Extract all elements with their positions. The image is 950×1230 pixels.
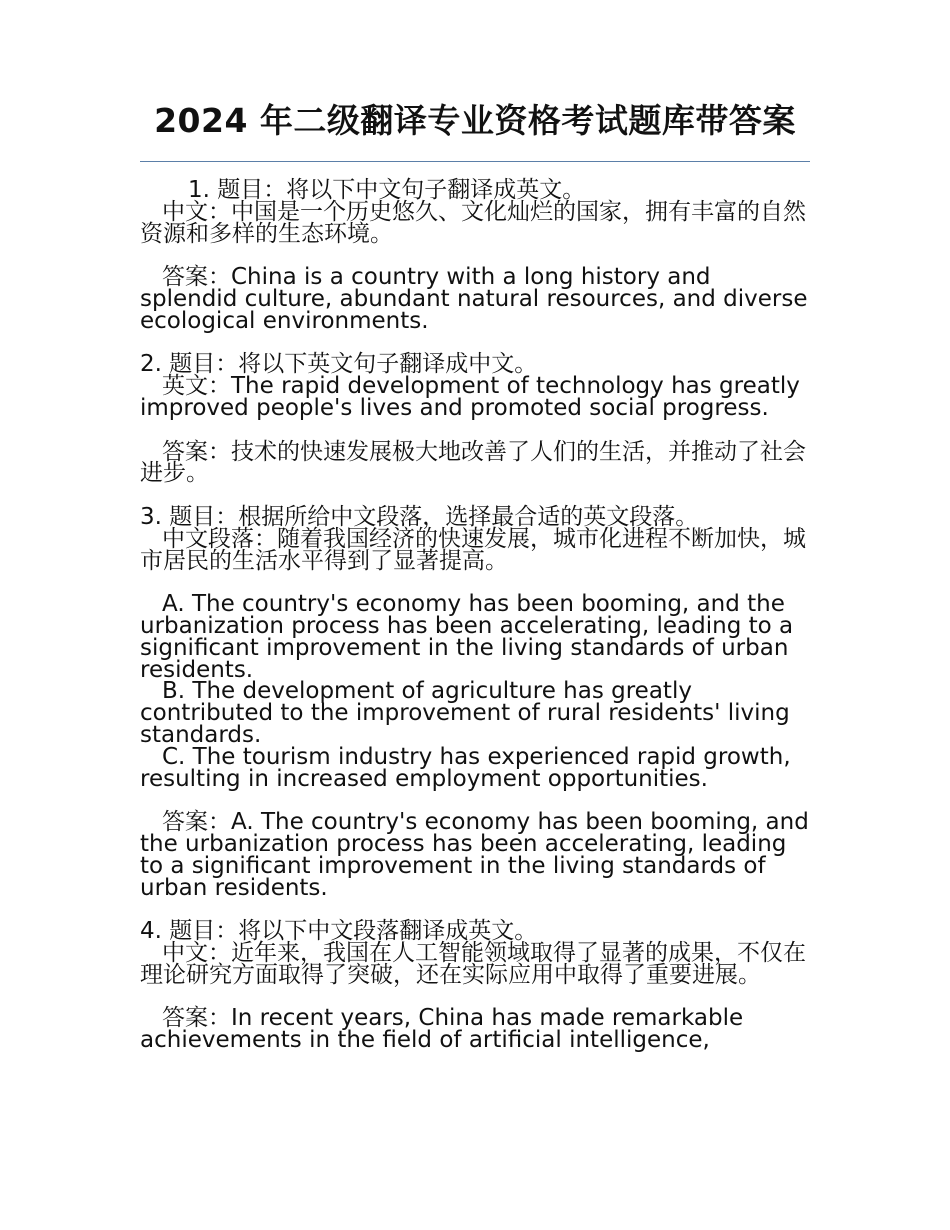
question-1-prompt: 1. 题目：将以下中文句子翻译成英文。 xyxy=(188,177,586,203)
question-2-answer: 答案：技术的快速发展极大地改善了人们的生活，并推动了社会进步。 xyxy=(140,438,806,487)
question-3-source-text: 中文段落：随着我国经济的快速发展，城市化进程不断加快，城市居民的生活水平得到了显著提高。 xyxy=(140,525,806,574)
document-title: 2024 年二级翻译专业资格考试题库带答案 xyxy=(154,101,796,140)
question-1-answer: 答案：China is a country with a long history and splendid culture, abundant natural resources, and diverse ecological environments. xyxy=(140,264,808,334)
question-4-source-text: 中文：近年来，我国在人工智能领域取得了显著的成果，不仅在理论研究方面取得了突破，还在实际应用中取得了重要进展。 xyxy=(140,939,806,988)
question-3-answer: 答案：A. The country's economy has been booming, and the urbanization process has been accelerating, leading to a significant improvement in the living standards of urban residents. xyxy=(140,809,809,901)
question-3-option-b: B. The development of agriculture has greatly contributed to the improvement of rural residents' living standards. xyxy=(140,678,790,748)
question-4-answer: 答案：In recent years, China has made remarkable achievements in the field of artificial intelligence, xyxy=(140,1005,744,1054)
question-1-source-text: 中文：中国是一个历史悠久、文化灿烂的国家，拥有丰富的自然资源和多样的生态环境。 xyxy=(140,198,806,247)
question-3-option-c: C. The tourism industry has experienced rapid growth, resulting in increased employment opportunities. xyxy=(140,743,791,792)
question-2-prompt: 2. 题目：将以下英文句子翻译成中文。 xyxy=(140,351,538,378)
question-3-prompt: 3. 题目：根据所给中文段落，选择最合适的英文段落。 xyxy=(140,503,699,530)
question-4-prompt: 4. 题目：将以下中文段落翻译成英文。 xyxy=(140,918,538,945)
document-body xyxy=(140,177,812,1054)
question-2-source-text: 英文：The rapid development of technology has greatly improved people's lives and promoted social progress. xyxy=(140,373,800,421)
question-3-option-a: A. The country's economy has been booming, and the urbanization process has been accelerating, leading to a significant improvement in the living standards of urban residents. xyxy=(140,591,794,683)
title-underline xyxy=(140,161,810,162)
